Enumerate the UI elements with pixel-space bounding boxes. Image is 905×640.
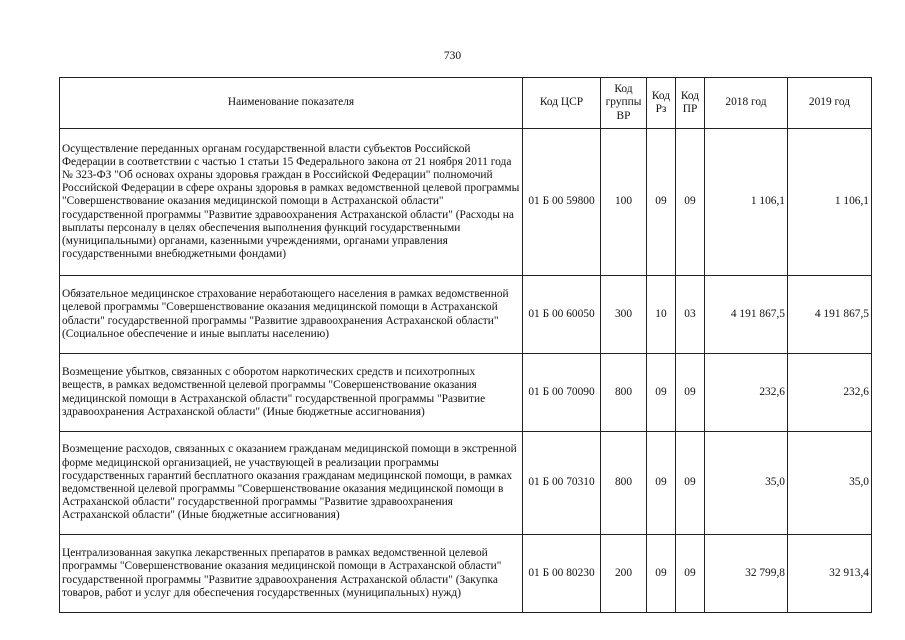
header-pr: Код ПР	[676, 78, 705, 129]
table-header-row	[60, 78, 872, 129]
row-2018: 32 799,8	[705, 535, 788, 613]
header-rz: Код Рз	[647, 78, 676, 129]
row-vr: 300	[601, 276, 647, 354]
row-2018: 4 191 867,5	[705, 276, 788, 354]
row-pr: 09	[676, 535, 705, 613]
row-name: Возмещение убытков, связанных с оборотом наркотических средств и психотропных веществ, в рамках ведомственной целевой программы "Совершенствование оказания медицинской помощи в Астраханской области" государственной программы "Развитие здравоохранения Астраханской области" (Иные бюджетные ассигнования)	[60, 354, 523, 432]
row-vr: 800	[601, 432, 647, 535]
row-rz: 09	[647, 354, 676, 432]
header-name: Наименование показателя	[60, 78, 523, 129]
header-csr: Код ЦСР	[523, 78, 601, 129]
header-2019: 2019 год	[788, 78, 872, 129]
row-2019: 32 913,4	[788, 535, 872, 613]
page-number: 730	[443, 50, 462, 62]
row-csr: 01 Б 00 60050	[523, 276, 601, 354]
row-name: Возмещение расходов, связанных с оказанием гражданам медицинской помощи в экстренной форме медицинской организацией, не участвующей в реализации программы государственных гарантий бесплатного оказания гражданам медицинской помощи, в рамках ведомственной целевой программы "Совершенствование оказания медицинской помощи в Астраханской области" государственной программы "Развитие здравоохранения Астраханской области" (Иные бюджетные ассигнования)	[60, 432, 523, 535]
row-rz: 09	[647, 129, 676, 276]
row-name: Обязательное медицинское страхование неработающего населения в рамках ведомственной целевой программы "Совершенствование оказания медицинской помощи в Астраханской области" государственной программы "Развитие здравоохранения Астраханской области" (Социальное обеспечение и иные выплаты населению)	[60, 276, 523, 354]
row-csr: 01 Б 00 70090	[523, 354, 601, 432]
row-csr: 01 Б 00 70310	[523, 432, 601, 535]
row-vr: 100	[601, 129, 647, 276]
table-row	[60, 276, 872, 354]
budget-table	[59, 77, 872, 613]
row-2018: 35,0	[705, 432, 788, 535]
header-2018: 2018 год	[705, 78, 788, 129]
table-row	[60, 535, 872, 613]
row-csr: 01 Б 00 59800	[523, 129, 601, 276]
row-rz: 09	[647, 535, 676, 613]
row-pr: 09	[676, 354, 705, 432]
table-row	[60, 432, 872, 535]
header-vr: Код группы ВР	[601, 78, 647, 129]
row-pr: 09	[676, 432, 705, 535]
row-vr: 200	[601, 535, 647, 613]
row-2019: 4 191 867,5	[788, 276, 872, 354]
row-pr: 03	[676, 276, 705, 354]
row-2019: 232,6	[788, 354, 872, 432]
row-name: Централизованная закупка лекарственных препаратов в рамках ведомственной целевой программы "Совершенствование оказания медицинской помощи в Астраханской области" государственной программы "Развитие здравоохранения Астраханской области" (Закупка товаров, работ и услуг для обеспечения государственных (муниципальных) нужд)	[60, 535, 523, 613]
row-name: Осуществление переданных органам государственной власти субъектов Российской Федерации в соответствии с частью 1 статьи 15 Федерального закона от 21 ноября 2011 года № 323-ФЗ "Об основах охраны здоровья граждан в Российской Федерации" полномочий Российской Федерации в сфере охраны здоровья в рамках ведомственной целевой программы "Совершенствование оказания медицинской помощи в Астраханской области" государственной программы "Развитие здравоохранения Астраханской области" (Расходы на выплаты персоналу в целях обеспечения выполнения функций государственными (муниципальными) органами, казенными учреждениями, органами управления государственными внебюджетными фондами)	[60, 129, 523, 276]
row-csr: 01 Б 00 80230	[523, 535, 601, 613]
row-2018: 232,6	[705, 354, 788, 432]
row-rz: 10	[647, 276, 676, 354]
row-2019: 1 106,1	[788, 129, 872, 276]
table-row	[60, 354, 872, 432]
row-2018: 1 106,1	[705, 129, 788, 276]
row-pr: 09	[676, 129, 705, 276]
row-rz: 09	[647, 432, 676, 535]
row-2019: 35,0	[788, 432, 872, 535]
table-row	[60, 129, 872, 276]
row-vr: 800	[601, 354, 647, 432]
